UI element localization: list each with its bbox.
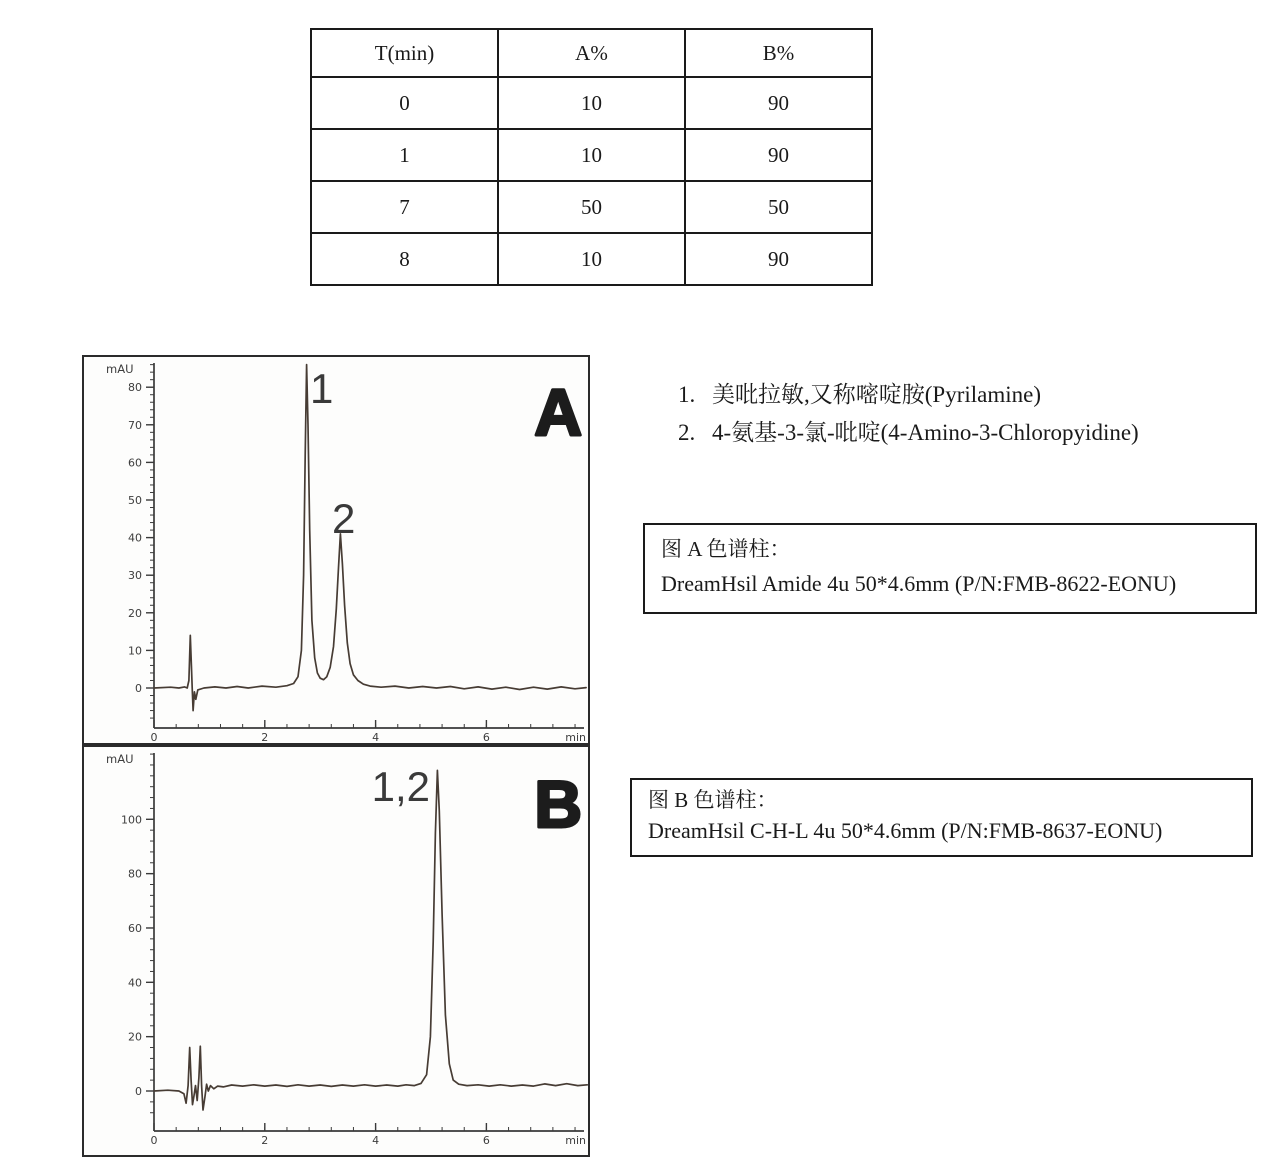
table-cell: 10 [498,233,685,285]
svg-text:6: 6 [482,731,490,743]
compound-item-1 [678,381,1139,409]
svg-text:1: 1 [310,365,334,412]
chromatogram-panel-b [82,745,590,1157]
column-info-title: 图 A 色谱柱： [661,537,791,561]
svg-text:60: 60 [128,456,142,470]
svg-text:6: 6 [482,1134,490,1147]
compound-name: 美吡拉敏,又称嘧啶胺(Pyrilamine) [712,382,1041,407]
column-info-spec: DreamHsil C-H-L 4u 50*4.6mm (P/N:FMB-8637-EONU) [648,818,1163,843]
table-cell: 90 [685,129,872,181]
svg-text:2: 2 [261,731,269,743]
svg-text:0: 0 [135,1085,142,1098]
table-cell: 90 [685,233,872,285]
table-header-cell: T(min) [311,29,498,77]
compound-index: 1. [678,382,696,407]
table-header-cell: B% [685,29,872,77]
table-cell: 90 [685,77,872,129]
svg-text:2: 2 [261,1134,269,1147]
table-row [311,129,872,181]
svg-text:min: min [565,1134,586,1147]
column-info-title: 图 B 色谱柱： [648,788,778,812]
svg-text:1,2: 1,2 [371,763,430,810]
svg-text:4: 4 [372,1134,380,1147]
svg-text:20: 20 [128,606,142,620]
gradient-program-table [310,28,873,286]
svg-text:30: 30 [128,569,142,583]
compound-index: 2. [678,420,696,445]
svg-text:100: 100 [121,813,142,827]
table-row [311,233,872,285]
chromatogram-a-plot [84,357,588,743]
table-header-row [311,29,872,77]
svg-text:40: 40 [128,976,142,990]
table-body [311,77,872,285]
table-cell: 50 [498,181,685,233]
svg-text:min: min [565,731,586,743]
svg-text:20: 20 [128,1030,142,1044]
table-cell: 7 [311,181,498,233]
table-cell: 8 [311,233,498,285]
compound-name: 4-氨基-3-氯-吡啶(4-Amino-3-Chloropyidine) [712,420,1139,445]
table-row [311,181,872,233]
table-row [311,29,872,77]
svg-text:mAU: mAU [106,362,134,376]
svg-text:0: 0 [150,731,158,743]
svg-text:80: 80 [128,867,142,881]
svg-text:80: 80 [128,381,142,395]
svg-text:4: 4 [372,731,380,743]
chromatogram-b-plot [84,747,588,1155]
svg-text:10: 10 [128,644,142,658]
svg-text:2: 2 [332,495,356,542]
chromatogram-panel-a [82,355,590,745]
svg-text:mAU: mAU [106,752,134,766]
svg-text:0: 0 [150,1134,158,1147]
table-cell: 10 [498,129,685,181]
svg-text:40: 40 [128,531,142,545]
svg-text:50: 50 [128,494,142,507]
column-info-spec: DreamHsil Amide 4u 50*4.6mm (P/N:FMB-8622-EONU) [661,571,1177,596]
table-cell: 50 [685,181,872,233]
compound-item-2 [678,419,1139,447]
column-info-box-a [643,523,1257,614]
svg-text:70: 70 [128,418,142,432]
svg-text:60: 60 [128,921,142,935]
svg-text:A: A [534,375,582,449]
column-info-box-b [630,778,1253,857]
svg-text:0: 0 [135,682,142,695]
table-cell: 0 [311,77,498,129]
svg-text:B: B [534,767,582,841]
compound-legend [678,381,1139,457]
table-cell: 10 [498,77,685,129]
table-header-cell: A% [498,29,685,77]
table-cell: 1 [311,129,498,181]
table-row [311,77,872,129]
